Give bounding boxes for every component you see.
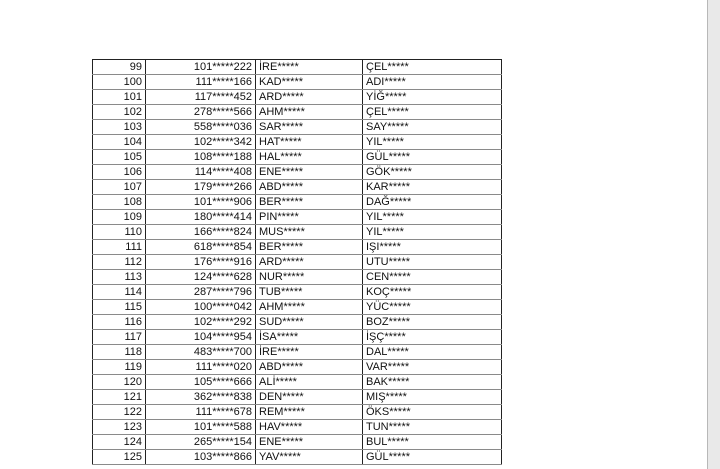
last-name-cell: YIL***** [363, 135, 502, 150]
last-name-cell: CEN***** [363, 270, 502, 285]
first-name-cell: BER***** [256, 240, 363, 255]
table-row [93, 75, 502, 90]
id-number-cell: 103*****866 [146, 450, 256, 465]
last-name-cell: GÜL***** [363, 450, 502, 465]
table-row [93, 60, 502, 75]
id-number-cell: 114*****408 [146, 165, 256, 180]
table-row [93, 165, 502, 180]
row-number-cell: 109 [93, 210, 146, 225]
id-number-cell: 117*****452 [146, 90, 256, 105]
row-number-cell: 120 [93, 375, 146, 390]
first-name-cell: ARD***** [256, 255, 363, 270]
row-number-cell: 119 [93, 360, 146, 375]
id-number-cell: 618*****854 [146, 240, 256, 255]
id-number-cell: 278*****566 [146, 105, 256, 120]
first-name-cell: PIN***** [256, 210, 363, 225]
table-row [93, 225, 502, 240]
last-name-cell: BOZ***** [363, 315, 502, 330]
first-name-cell: SAR***** [256, 120, 363, 135]
first-name-cell: HAT***** [256, 135, 363, 150]
row-number-cell: 107 [93, 180, 146, 195]
last-name-cell: İŞÇ***** [363, 330, 502, 345]
row-number-cell: 121 [93, 390, 146, 405]
last-name-cell: ADI***** [363, 75, 502, 90]
table-row [93, 435, 502, 450]
row-number-cell: 103 [93, 120, 146, 135]
id-number-cell: 483*****700 [146, 345, 256, 360]
first-name-cell: ENE***** [256, 165, 363, 180]
id-number-cell: 111*****166 [146, 75, 256, 90]
table-row [93, 285, 502, 300]
id-number-cell: 179*****266 [146, 180, 256, 195]
row-number-cell: 105 [93, 150, 146, 165]
row-number-cell: 101 [93, 90, 146, 105]
row-number-cell: 113 [93, 270, 146, 285]
row-number-cell: 104 [93, 135, 146, 150]
last-name-cell: UTU***** [363, 255, 502, 270]
table-row [93, 255, 502, 270]
row-number-cell: 114 [93, 285, 146, 300]
row-number-cell: 116 [93, 315, 146, 330]
first-name-cell: AHM***** [256, 300, 363, 315]
table-row [93, 135, 502, 150]
last-name-cell: ÖKS***** [363, 405, 502, 420]
id-number-cell: 102*****342 [146, 135, 256, 150]
first-name-cell: KAD***** [256, 75, 363, 90]
table-row [93, 405, 502, 420]
id-number-cell: 101*****906 [146, 195, 256, 210]
row-number-cell: 122 [93, 405, 146, 420]
row-number-cell: 118 [93, 345, 146, 360]
records-table [92, 59, 502, 465]
row-number-cell: 106 [93, 165, 146, 180]
row-number-cell: 125 [93, 450, 146, 465]
id-number-cell: 166*****824 [146, 225, 256, 240]
first-name-cell: ABD***** [256, 180, 363, 195]
id-number-cell: 101*****588 [146, 420, 256, 435]
last-name-cell: IŞI***** [363, 240, 502, 255]
id-number-cell: 101*****222 [146, 60, 256, 75]
last-name-cell: BAK***** [363, 375, 502, 390]
last-name-cell: DAL***** [363, 345, 502, 360]
first-name-cell: İRE***** [256, 60, 363, 75]
table-row [93, 375, 502, 390]
first-name-cell: ARD***** [256, 90, 363, 105]
row-number-cell: 117 [93, 330, 146, 345]
table-row [93, 270, 502, 285]
last-name-cell: YİĞ***** [363, 90, 502, 105]
id-number-cell: 105*****666 [146, 375, 256, 390]
last-name-cell: TUN***** [363, 420, 502, 435]
first-name-cell: İSA***** [256, 330, 363, 345]
first-name-cell: SUD***** [256, 315, 363, 330]
id-number-cell: 124*****628 [146, 270, 256, 285]
last-name-cell: VAR***** [363, 360, 502, 375]
first-name-cell: HAV***** [256, 420, 363, 435]
row-number-cell: 110 [93, 225, 146, 240]
table-row [93, 300, 502, 315]
records-table-body [93, 60, 502, 465]
first-name-cell: NUR***** [256, 270, 363, 285]
first-name-cell: ALİ***** [256, 375, 363, 390]
last-name-cell: YIL***** [363, 210, 502, 225]
last-name-cell: YÜC***** [363, 300, 502, 315]
first-name-cell: YAV***** [256, 450, 363, 465]
id-number-cell: 265*****154 [146, 435, 256, 450]
id-number-cell: 558*****036 [146, 120, 256, 135]
first-name-cell: DEN***** [256, 390, 363, 405]
first-name-cell: ABD***** [256, 360, 363, 375]
id-number-cell: 104*****954 [146, 330, 256, 345]
first-name-cell: TUB***** [256, 285, 363, 300]
table-row [93, 360, 502, 375]
row-number-cell: 99 [93, 60, 146, 75]
table-row [93, 150, 502, 165]
id-number-cell: 287*****796 [146, 285, 256, 300]
table-row [93, 90, 502, 105]
last-name-cell: YIL***** [363, 225, 502, 240]
last-name-cell: GÜL***** [363, 150, 502, 165]
first-name-cell: REM***** [256, 405, 363, 420]
id-number-cell: 108*****188 [146, 150, 256, 165]
table-row [93, 315, 502, 330]
last-name-cell: MIŞ***** [363, 390, 502, 405]
first-name-cell: HAL***** [256, 150, 363, 165]
id-number-cell: 111*****020 [146, 360, 256, 375]
table-row [93, 105, 502, 120]
first-name-cell: İRE***** [256, 345, 363, 360]
last-name-cell: GÖK***** [363, 165, 502, 180]
table-row [93, 330, 502, 345]
table-row [93, 195, 502, 210]
last-name-cell: ÇEL***** [363, 60, 502, 75]
id-number-cell: 176*****916 [146, 255, 256, 270]
row-number-cell: 111 [93, 240, 146, 255]
table-row [93, 120, 502, 135]
first-name-cell: BER***** [256, 195, 363, 210]
table-row [93, 210, 502, 225]
last-name-cell: ÇEL***** [363, 105, 502, 120]
table-row [93, 390, 502, 405]
row-number-cell: 123 [93, 420, 146, 435]
first-name-cell: AHM***** [256, 105, 363, 120]
table-row [93, 180, 502, 195]
id-number-cell: 102*****292 [146, 315, 256, 330]
last-name-cell: SAY***** [363, 120, 502, 135]
row-number-cell: 115 [93, 300, 146, 315]
row-number-cell: 108 [93, 195, 146, 210]
id-number-cell: 100*****042 [146, 300, 256, 315]
row-number-cell: 124 [93, 435, 146, 450]
id-number-cell: 111*****678 [146, 405, 256, 420]
first-name-cell: MUS***** [256, 225, 363, 240]
id-number-cell: 180*****414 [146, 210, 256, 225]
table-row [93, 240, 502, 255]
last-name-cell: KAR***** [363, 180, 502, 195]
id-number-cell: 362*****838 [146, 390, 256, 405]
last-name-cell: KOÇ***** [363, 285, 502, 300]
table-row [93, 450, 502, 465]
table-row [93, 420, 502, 435]
last-name-cell: DAĞ***** [363, 195, 502, 210]
first-name-cell: ENE***** [256, 435, 363, 450]
row-number-cell: 102 [93, 105, 146, 120]
table-row [93, 345, 502, 360]
row-number-cell: 100 [93, 75, 146, 90]
row-number-cell: 112 [93, 255, 146, 270]
last-name-cell: BUL***** [363, 435, 502, 450]
